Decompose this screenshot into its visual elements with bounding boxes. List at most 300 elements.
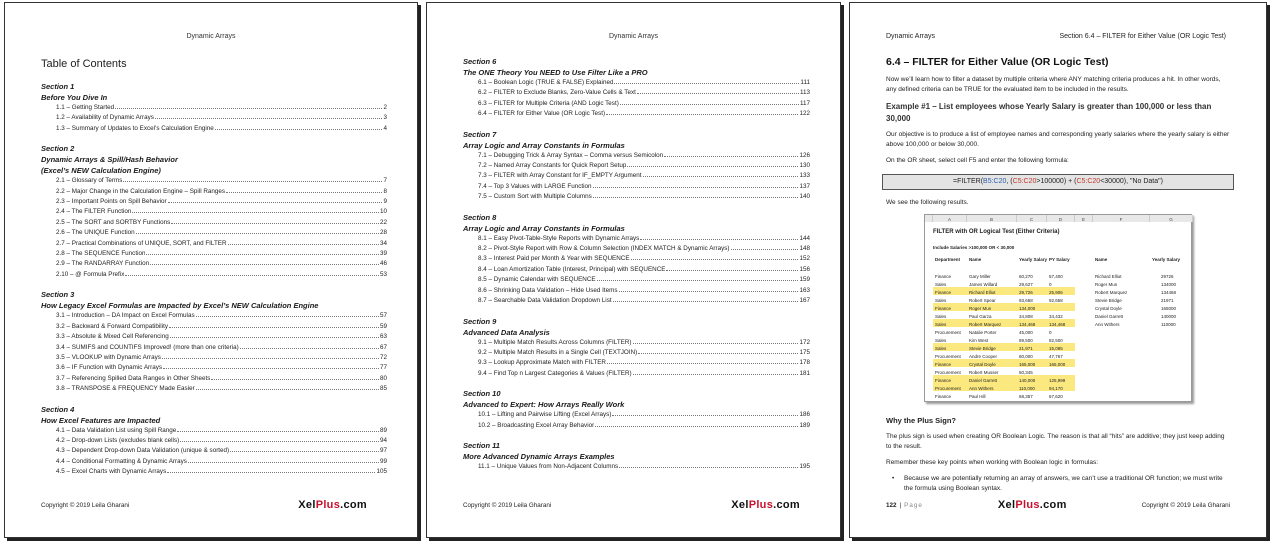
dot-leader: [132, 212, 379, 213]
table-cell: 165000: [1161, 306, 1177, 311]
toc-entry[interactable]: [463, 462, 810, 472]
section-title: Dynamic Arrays & Spill/Hash Behavior: [41, 155, 178, 165]
toc-entry-label: 9.2 – Multiple Match Results in a Single Cell (TEXTJOIN): [478, 348, 638, 356]
table-cell: Crystal Doyle: [1095, 306, 1122, 311]
toc-entry[interactable]: [41, 187, 387, 197]
toc-entry[interactable]: [41, 353, 387, 363]
table-row: [925, 279, 1193, 287]
toc-page-number: 57: [379, 312, 387, 320]
toc-entry[interactable]: [41, 228, 387, 238]
toc-entry[interactable]: [463, 265, 810, 275]
table-cell: 165,000: [1049, 362, 1066, 367]
table-cell: 21971: [1161, 298, 1174, 303]
remember-paragraph: Remember these key points when working with Boolean logic in formulas:: [886, 459, 1099, 466]
dot-leader: [167, 472, 375, 473]
table-cell: Finance: [935, 306, 952, 311]
table-cell: 0: [1049, 330, 1052, 335]
toc-entry[interactable]: [41, 374, 387, 384]
dot-leader: [230, 451, 379, 452]
toc-entry[interactable]: [463, 296, 810, 306]
section-title: Advanced to Expert: How Arrays Really Work: [463, 400, 625, 410]
page-number: 122: [886, 501, 897, 509]
dot-leader: [612, 415, 798, 416]
toc-entry[interactable]: [41, 239, 387, 249]
dot-leader: [226, 192, 382, 193]
copyright: Copyright © 2019 Leila Gharani: [1141, 501, 1231, 509]
table-cell: 50,345: [1019, 370, 1033, 375]
table-cell: Finance: [935, 274, 952, 279]
table-cell: Sales: [935, 322, 947, 327]
xelplus-logo: XelPlus.com: [298, 499, 367, 511]
toc-entry[interactable]: [463, 338, 810, 348]
table-header: Department: [935, 257, 961, 262]
table-cell: 92,658: [1049, 298, 1063, 303]
dot-leader: [136, 233, 379, 234]
toc-entry[interactable]: [463, 182, 810, 192]
toc-list: [463, 56, 810, 472]
dot-leader: [640, 239, 798, 240]
toc-entry[interactable]: [41, 207, 387, 217]
toc-page-number: 137: [799, 182, 810, 190]
table-cell: 0: [1049, 282, 1052, 287]
table-cell: James Willard: [969, 282, 998, 287]
toc-page-number: 167: [799, 297, 810, 305]
intro-paragraph: Now we’ll learn how to filter a dataset by multiple criteria where ANY matching criteria produces a hit. In other words, any defined criteria can be TRUE for the evaluated item to be included in the results.: [886, 76, 1221, 93]
toc-entry-label: 8.3 – Interest Paid per Month & Year with SEQUENCE: [478, 255, 630, 263]
section-title: More Advanced Dynamic Arrays Examples: [463, 451, 615, 461]
toc-entry[interactable]: [41, 467, 387, 477]
table-cell: 134468: [1161, 290, 1177, 295]
toc-page-number: 2: [383, 104, 387, 111]
table-header: Name: [1095, 257, 1108, 262]
toc-entry[interactable]: [463, 275, 810, 285]
table-cell: Paul Garza: [969, 314, 992, 319]
toc-entry-label: 2.6 – The UNIQUE Function: [56, 229, 135, 237]
table-cell: 165,000: [1019, 362, 1036, 367]
table-cell: Finance: [935, 378, 952, 383]
toc-entry-label: 1.1 – Getting Started: [56, 104, 115, 111]
spreadsheet-screenshot: [924, 214, 1192, 402]
toc-page-number: 99: [379, 457, 387, 465]
section-title: How Excel Features are Impacted: [41, 415, 161, 425]
table-row: [925, 295, 1193, 303]
toc-page-number: 89: [379, 426, 387, 434]
toc-entry[interactable]: [41, 270, 387, 280]
section-title: Array Logic and Array Constants in Formulas: [463, 223, 625, 233]
dot-leader: [613, 301, 799, 302]
toc-entry[interactable]: [463, 151, 810, 161]
page-word: Page: [904, 501, 923, 509]
toc-entry-label: 3.6 – IF Function with Dynamic Arrays: [56, 364, 163, 372]
toc-entry-label: 3.5 – VLOOKUP with Dynamic Arrays: [56, 353, 161, 361]
toc-entry-label: 7.4 – Top 3 Values with LARGE Function: [478, 182, 592, 190]
dot-leader: [619, 291, 799, 292]
table-cell: Stevie Bridge: [969, 346, 996, 351]
toc-entry[interactable]: [41, 124, 387, 134]
table-cell: Procurement: [935, 386, 961, 391]
toc-page-number: 22: [379, 218, 387, 226]
toc-entry[interactable]: [41, 343, 387, 353]
table-cell: 134000: [1161, 282, 1177, 287]
table-cell: 68,357: [1019, 394, 1033, 399]
table-cell: Richard Elliot: [969, 290, 996, 295]
page-footer: 122 | Page XelPlus.com Copyright © 2019 Leila Gharani: [886, 499, 1231, 511]
toc-entry-label: 8.7 – Searchable Data Validation Dropdown List: [478, 297, 612, 305]
toc-entry[interactable]: [463, 99, 810, 109]
toc-entry-label: 6.2 – FILTER to Exclude Blanks, Zero-Value Cells & Text: [478, 89, 636, 97]
dot-leader: [240, 348, 379, 349]
toc-entry[interactable]: [463, 421, 810, 431]
toc-entry-label: 8.4 – Loan Amortization Table (Interest, Principal) with SEQUENCE: [478, 265, 666, 273]
toc-entry[interactable]: [41, 457, 387, 467]
toc-page-number: 80: [379, 374, 387, 382]
toc-page-number: 133: [799, 172, 810, 180]
toc-page-1: [4, 2, 418, 538]
table-cell: Roger Mun: [1095, 282, 1118, 287]
toc-entry-label: 10.2 – Broadcasting Excel Array Behavior: [478, 421, 595, 429]
section-title: Array Logic and Array Constants in Formulas: [463, 140, 625, 150]
toc-page-number: 28: [379, 229, 387, 237]
toc-entry[interactable]: [463, 109, 810, 119]
toc-entry-label: 8.1 – Easy Pivot-Table-Style Reports with Dynamic Arrays: [478, 234, 640, 242]
dot-leader: [637, 93, 799, 94]
table-cell: 93,668: [1019, 298, 1033, 303]
toc-entry-label: 4.5 – Excel Charts with Dynamic Arrays: [56, 468, 167, 476]
sheet-criteria: Include Salaries >100,000 OR < 30,000: [933, 245, 1015, 250]
toc-page-number: 144: [799, 234, 810, 242]
table-cell: Kim West: [969, 338, 989, 343]
toc-page-number: 172: [799, 338, 810, 346]
section-subtitle: (Excel’s NEW Calculation Engine): [41, 166, 161, 176]
toc-entry[interactable]: [41, 363, 387, 373]
table-cell: 21,971: [1019, 346, 1033, 351]
formula-box: =FILTER(B5:C20, (C5:C20>100000) + (C5:C20<30000), "No Data"): [882, 174, 1234, 190]
toc-entry[interactable]: [463, 254, 810, 264]
running-head: Dynamic Arrays: [608, 33, 658, 40]
toc-page-number: 156: [799, 265, 810, 273]
table-row: [925, 343, 1193, 351]
toc-entry-label: 6.4 – FILTER for Either Value (OR Logic Test): [478, 110, 606, 118]
toc-entry[interactable]: [41, 426, 387, 436]
running-head-right: Section 6.4 – FILTER for Either Value (OR Logic Test): [1059, 33, 1226, 40]
toc-entry[interactable]: [41, 446, 387, 456]
toc-entry-label: 2.1 – Glossary of Terms: [56, 177, 123, 185]
toc-page-number: 59: [379, 322, 387, 330]
table-row: [925, 287, 1193, 295]
dot-leader: [597, 280, 799, 281]
toc-entry[interactable]: [463, 358, 810, 368]
toc-entry-label: 8.5 – Dynamic Calendar with SEQUENCE: [478, 276, 596, 284]
table-header: Name: [969, 257, 982, 262]
toc-entry-label: 2.10 – @ Formula Prefix: [56, 270, 125, 278]
column-header: [925, 215, 933, 222]
column-header: F: [1093, 215, 1150, 222]
toc-entry[interactable]: [463, 161, 810, 171]
table-header: Yearly Salary: [1019, 257, 1048, 262]
toc-page-number: 175: [799, 348, 810, 356]
page-footer: [463, 499, 810, 511]
xelplus-logo: XelPlus.com: [731, 499, 800, 511]
dot-leader: [196, 316, 379, 317]
dot-leader: [627, 166, 798, 167]
section-label: Section 2: [41, 144, 75, 154]
table-row: [925, 391, 1193, 399]
table-cell: Procurement: [935, 370, 961, 375]
dot-leader: [188, 462, 379, 463]
toc-entry-label: 6.3 – FILTER for Multiple Criteria (AND Logic Test): [478, 99, 619, 107]
toc-entry-label: 7.3 – FILTER with Array Constant for IF_EMPTY Argument: [478, 172, 642, 180]
why-heading: Why the Plus Sign?: [886, 416, 957, 425]
toc-entry-label: 2.7 – Practical Combinations of UNIQUE, SORT, and FILTER: [56, 239, 227, 247]
toc-entry[interactable]: [463, 369, 810, 379]
toc-page-number: 122: [799, 110, 810, 118]
toc-title: Table of Contents: [41, 58, 127, 70]
table-row: [925, 335, 1193, 343]
bullet-item: • Because we are potentially returning an array of answers, we can’t use a traditional OR function; we must write the formula using Boolean syntax.: [886, 474, 1230, 494]
toc-entry-label: 8.2 – Pivot-Style Report with Row & Column Selection (INDEX MATCH & Dynamic Arrays): [478, 245, 730, 253]
running-head: Dynamic Arrays: [186, 33, 236, 40]
toc-entry[interactable]: [463, 192, 810, 202]
dot-leader: [163, 368, 379, 369]
table-cell: Finance: [935, 362, 952, 367]
toc-entry-label: 1.3 – Summary of Updates to Excel’s Calculation Engine: [56, 124, 214, 132]
toc-page-number: 126: [799, 151, 810, 159]
dot-leader: [731, 249, 799, 250]
results-intro: We see the following results.: [886, 199, 969, 206]
table-cell: Richard Elliot: [1095, 274, 1122, 279]
dot-leader: [633, 374, 799, 375]
toc-entry[interactable]: [41, 259, 387, 269]
toc-entry-label: 7.1 – Debugging Trick & Array Syntax – Comma versus Semicolon: [478, 151, 664, 159]
page-footer: [41, 499, 387, 511]
toc-entry-label: 2.4 – The FILTER Function: [56, 208, 132, 216]
table-cell: 94,170: [1049, 386, 1063, 391]
toc-page-number: 140: [799, 193, 810, 201]
dot-leader: [666, 270, 798, 271]
table-cell: Stevie Bridge: [1095, 298, 1122, 303]
toc-page-number: 7: [383, 177, 387, 185]
toc-entry-label: 3.3 – Absolute & Mixed Cell Referencing: [56, 333, 169, 341]
table-cell: 47,767: [1049, 354, 1063, 359]
toc-page-number: 117: [799, 99, 810, 107]
toc-entry[interactable]: [463, 78, 810, 88]
section-label: Section 4: [41, 404, 75, 414]
table-row: [925, 359, 1193, 367]
column-header: C: [1017, 215, 1047, 222]
section-label: Section 11: [463, 440, 500, 450]
toc-entry-label: 3.7 – Referencing Spilled Data Ranges in Other Sheets: [56, 374, 211, 382]
toc-entry-label: 2.2 – Major Change in the Calculation Engine – Spill Ranges: [56, 187, 226, 195]
table-cell: 57,400: [1049, 274, 1063, 279]
table-cell: Roger Mun: [969, 306, 992, 311]
table-cell: 29,726: [1019, 290, 1033, 295]
toc-entry[interactable]: [41, 103, 387, 113]
table-cell: 140000: [1161, 314, 1177, 319]
dot-leader: [619, 467, 798, 468]
toc-page-2: [426, 2, 841, 538]
toc-entry[interactable]: [41, 113, 387, 123]
toc-entry-label: 3.2 – Backward & Forward Compatibility: [56, 322, 168, 330]
table-cell: Crystal Doyle: [969, 362, 996, 367]
toc-page-number: 3: [383, 114, 387, 122]
toc-entry[interactable]: [463, 234, 810, 244]
toc-entry-label: 11.1 – Unique Values from Non-Adjacent Columns: [478, 462, 619, 470]
dot-leader: [115, 108, 382, 109]
toc-entry[interactable]: [41, 322, 387, 332]
dot-leader: [196, 389, 379, 390]
column-header: D: [1047, 215, 1075, 222]
toc-entry-label: 9.4 – Find Top n Largest Categories & Values (FILTER): [478, 369, 632, 377]
table-cell: 60,270: [1019, 274, 1033, 279]
dot-leader: [633, 343, 799, 344]
toc-page-number: 53: [379, 270, 387, 278]
section-label: Section 9: [463, 316, 497, 326]
toc-entry[interactable]: [41, 332, 387, 342]
dot-leader: [607, 363, 799, 364]
toc-page-number: 97: [379, 447, 387, 455]
table-cell: 110000: [1161, 322, 1176, 327]
toc-entry[interactable]: [41, 311, 387, 321]
dot-leader: [211, 379, 379, 380]
table-row: [925, 311, 1193, 319]
dot-leader: [228, 244, 379, 245]
toc-page-number: 72: [379, 353, 387, 361]
table-cell: Procurement: [935, 354, 961, 359]
toc-list: [41, 81, 387, 478]
toc-entry[interactable]: [463, 348, 810, 358]
table-cell: Robert Musser: [969, 370, 999, 375]
dot-leader: [606, 114, 798, 115]
table-cell: Sales: [935, 346, 947, 351]
copyright: Copyright © 2019 Leila Gharani: [463, 501, 552, 509]
table-cell: Sales: [935, 338, 947, 343]
dot-leader: [155, 118, 383, 119]
dot-leader: [180, 441, 379, 442]
toc-entry[interactable]: [41, 218, 387, 228]
toc-entry-label: 7.5 – Custom Sort with Multiple Columns: [478, 193, 592, 201]
section-label: Section 7: [463, 129, 497, 139]
column-header: A: [933, 215, 967, 222]
toc-page-number: 67: [379, 343, 387, 351]
copyright: Copyright © 2019 Leila Gharani: [41, 501, 130, 509]
toc-page-number: 85: [379, 385, 387, 393]
toc-page-number: 8: [383, 187, 387, 195]
column-header: B: [967, 215, 1017, 222]
table-cell: Robert Marquez: [969, 322, 1002, 327]
dot-leader: [638, 353, 798, 354]
content-page-122: [849, 2, 1267, 538]
toc-page-number: 46: [379, 260, 387, 268]
dot-leader: [593, 197, 799, 198]
toc-entry[interactable]: [41, 436, 387, 446]
table-cell: Natalie Porter: [969, 330, 997, 335]
toc-entry-label: 2.9 – The RANDARRAY Function: [56, 260, 150, 268]
toc-entry[interactable]: [463, 286, 810, 296]
toc-entry[interactable]: [463, 410, 810, 420]
table-cell: Paul Hill: [969, 394, 986, 399]
table-cell: Sales: [935, 314, 947, 319]
table-header: PY Salary: [1049, 257, 1070, 262]
section-label: Section 6: [463, 57, 497, 66]
dot-leader: [168, 202, 383, 203]
toc-page-number: 148: [799, 245, 810, 253]
dot-leader: [150, 264, 379, 265]
toc-entry[interactable]: [41, 197, 387, 207]
table-cell: 134,468: [1019, 322, 1036, 327]
table-cell: 67,620: [1049, 394, 1063, 399]
toc-entry[interactable]: [463, 244, 810, 254]
table-cell: 34,808: [1019, 314, 1033, 319]
dot-leader: [593, 187, 799, 188]
dot-leader: [162, 358, 379, 359]
toc-entry-label: 4.2 – Drop-down Lists (excludes blank cells): [56, 436, 180, 444]
table-cell: 34,432: [1049, 314, 1063, 319]
section-title: Advanced Data Analysis: [463, 327, 550, 337]
why-paragraph: The plus sign is used when creating OR Boolean Logic. The reason is that all “hits” are additive; they just keep adding to the result.: [886, 433, 1225, 450]
table-cell: Finance: [935, 290, 952, 295]
running-head-left: Dynamic Arrays: [886, 33, 936, 40]
table-row: [925, 351, 1193, 359]
table-cell: 134,468: [1049, 322, 1066, 327]
table-row: [925, 319, 1193, 327]
toc-entry[interactable]: [41, 176, 387, 186]
table-cell: 45,000: [1019, 330, 1033, 335]
toc-entry-label: 7.2 – Named Array Constants for Quick Report Setup: [478, 162, 627, 170]
toc-page-number: 189: [799, 421, 810, 429]
toc-entry-label: 2.5 – The SORT and SORTBY Functions: [56, 218, 171, 226]
dot-leader: [595, 426, 798, 427]
toc-page-number: 4: [383, 124, 387, 132]
section-heading: 6.4 – FILTER for Either Value (OR Logic Test): [886, 56, 1109, 68]
toc-entry[interactable]: [463, 88, 810, 98]
toc-page-number: 94: [379, 436, 387, 444]
toc-entry[interactable]: [41, 384, 387, 394]
toc-entry-label: 4.4 – Conditional Formatting & Dynamic Arrays: [56, 457, 187, 465]
toc-page-number: 111: [800, 79, 810, 86]
table-cell: Andre Cooper: [969, 354, 998, 359]
page-body: [886, 75, 1230, 500]
dot-leader: [664, 156, 798, 157]
toc-page-number: 10: [379, 208, 387, 216]
toc-entry-label: 10.1 – Lifting and Pairwise Lifting (Excel Arrays): [478, 411, 612, 419]
objective-paragraph: Our objective is to produce a list of employee names and corresponding yearly salaries where the yearly salary is either above 100,000 or below 30,000.: [886, 131, 1230, 148]
table-cell: 89,500: [1019, 338, 1033, 343]
toc-page-number: 181: [799, 369, 810, 377]
table-cell: 29726: [1161, 274, 1174, 279]
toc-entry-label: 8.6 – Shrinking Data Validation – Hide Used Items: [478, 286, 618, 294]
toc-entry-label: 4.1 – Data Validation List using Spill Range: [56, 426, 177, 434]
table-cell: 82,500: [1049, 338, 1063, 343]
table-row: [925, 303, 1193, 311]
toc-entry[interactable]: [41, 249, 387, 259]
table-cell: Ann Withers: [969, 386, 994, 391]
table-cell: 15,085: [1049, 346, 1063, 351]
toc-page-number: 9: [383, 198, 387, 206]
toc-entry-label: 3.4 – SUMIFS and COUNTIFS Improved! (more than one criteria): [56, 343, 239, 351]
toc-entry[interactable]: [463, 171, 810, 181]
table-cell: 29,627: [1019, 282, 1033, 287]
dot-leader: [169, 327, 379, 328]
dot-leader: [146, 254, 379, 255]
toc-page-number: 63: [379, 333, 387, 341]
toc-page-number: 186: [799, 411, 810, 419]
table-cell: Procurement: [935, 330, 961, 335]
xelplus-logo: XelPlus.com: [997, 499, 1067, 511]
dot-leader: [215, 129, 383, 130]
table-row: [925, 367, 1193, 375]
toc-entry-label: 2.3 – Important Points on Spill Behavior: [56, 198, 167, 206]
dot-leader: [631, 259, 799, 260]
